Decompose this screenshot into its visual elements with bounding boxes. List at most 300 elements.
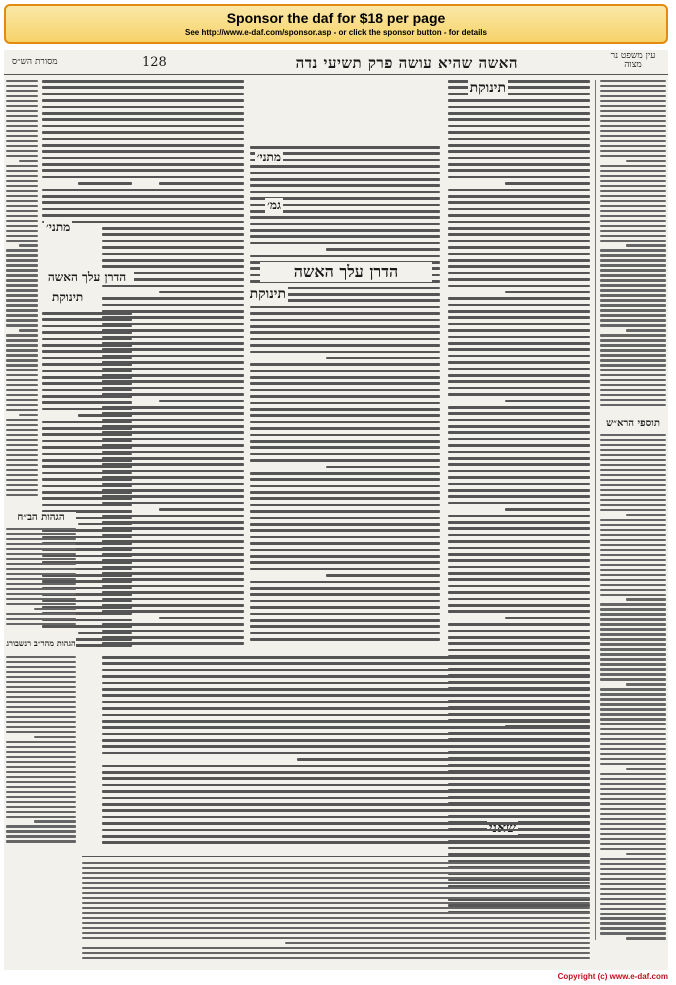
text-line bbox=[448, 355, 590, 358]
text-line bbox=[6, 791, 76, 793]
text-line bbox=[6, 593, 76, 595]
text-line bbox=[78, 182, 132, 185]
text-line bbox=[600, 589, 666, 591]
text-line bbox=[600, 843, 666, 845]
text-line bbox=[42, 350, 132, 353]
text-line bbox=[78, 523, 132, 526]
text-line bbox=[600, 917, 666, 919]
text-line bbox=[448, 387, 590, 390]
text-line bbox=[102, 240, 244, 243]
text-line bbox=[250, 376, 440, 379]
text-line bbox=[448, 342, 590, 345]
text-line bbox=[600, 569, 666, 571]
text-line bbox=[250, 459, 440, 462]
text-line bbox=[6, 125, 38, 127]
text-line bbox=[297, 758, 590, 761]
text-line bbox=[448, 195, 590, 198]
text-line bbox=[448, 348, 590, 351]
text-line bbox=[42, 433, 132, 436]
text-line bbox=[250, 517, 440, 520]
text-line bbox=[250, 216, 440, 219]
text-line bbox=[600, 489, 666, 491]
text-line bbox=[600, 708, 666, 710]
text-line bbox=[102, 784, 590, 787]
text-line bbox=[102, 233, 244, 236]
text-line bbox=[448, 610, 590, 613]
text-line bbox=[448, 419, 590, 422]
text-line bbox=[326, 357, 440, 360]
text-line bbox=[6, 613, 76, 615]
text-line bbox=[42, 157, 132, 160]
margin-divider-right bbox=[595, 80, 596, 940]
text-line bbox=[34, 608, 76, 610]
text-line bbox=[82, 917, 590, 919]
text-line bbox=[600, 344, 666, 346]
text-line bbox=[448, 125, 590, 128]
text-line bbox=[42, 331, 132, 334]
text-line bbox=[102, 694, 590, 697]
text-line bbox=[448, 566, 590, 569]
text-line bbox=[6, 155, 38, 157]
text-line bbox=[42, 99, 132, 102]
text-line bbox=[448, 393, 590, 396]
text-line bbox=[6, 419, 38, 421]
text-line bbox=[6, 623, 76, 625]
text-line bbox=[600, 205, 666, 207]
text-line bbox=[600, 728, 666, 730]
text-line bbox=[6, 170, 38, 172]
text-line bbox=[6, 583, 76, 585]
text-line bbox=[250, 485, 440, 488]
text-line bbox=[448, 527, 590, 530]
text-line bbox=[42, 176, 132, 179]
text-line bbox=[6, 573, 76, 575]
text-line bbox=[448, 374, 590, 377]
text-line bbox=[448, 233, 590, 236]
text-line bbox=[448, 636, 590, 639]
text-line bbox=[6, 835, 76, 837]
text-line bbox=[82, 892, 590, 894]
text-line bbox=[102, 765, 590, 768]
text-line bbox=[448, 578, 590, 581]
text-line bbox=[6, 354, 38, 356]
text-line bbox=[600, 334, 666, 336]
text-line bbox=[600, 364, 666, 366]
text-line bbox=[82, 872, 590, 874]
text-line bbox=[626, 329, 666, 331]
text-line bbox=[250, 587, 440, 590]
text-line bbox=[448, 278, 590, 281]
text-line bbox=[102, 682, 590, 685]
text-line bbox=[6, 389, 38, 391]
text-line bbox=[102, 720, 590, 723]
text-line bbox=[600, 110, 666, 112]
text-line bbox=[448, 483, 590, 486]
text-line bbox=[626, 683, 666, 685]
text-line bbox=[600, 833, 666, 835]
text-line bbox=[600, 299, 666, 301]
text-line bbox=[448, 438, 590, 441]
text-line bbox=[600, 763, 666, 765]
text-line bbox=[448, 642, 590, 645]
text-line bbox=[600, 519, 666, 521]
text-line bbox=[6, 469, 38, 471]
text-line bbox=[600, 748, 666, 750]
text-line bbox=[600, 349, 666, 351]
text-line bbox=[6, 618, 76, 620]
text-line bbox=[448, 598, 590, 601]
text-line bbox=[6, 484, 38, 486]
text-line bbox=[448, 157, 590, 160]
text-line bbox=[626, 160, 666, 162]
text-line bbox=[42, 363, 132, 366]
text-line bbox=[6, 751, 76, 753]
text-line bbox=[250, 408, 440, 411]
text-line bbox=[448, 521, 590, 524]
text-line bbox=[600, 90, 666, 92]
text-line bbox=[102, 714, 590, 717]
text-line bbox=[250, 606, 440, 609]
text-line bbox=[250, 440, 440, 443]
hagahos-habach-heading: הגהות הב״ח bbox=[6, 512, 76, 523]
text-line bbox=[600, 698, 666, 700]
text-line bbox=[102, 733, 590, 736]
text-line bbox=[448, 585, 590, 588]
text-line bbox=[34, 736, 76, 738]
text-line bbox=[6, 165, 38, 167]
text-line bbox=[600, 878, 666, 880]
text-line bbox=[448, 534, 590, 537]
text-line bbox=[600, 479, 666, 481]
text-line bbox=[448, 112, 590, 115]
text-line bbox=[6, 434, 38, 436]
text-line bbox=[6, 806, 76, 808]
text-line bbox=[448, 457, 590, 460]
text-line bbox=[102, 669, 590, 672]
text-line bbox=[6, 830, 76, 832]
text-line bbox=[6, 195, 38, 197]
text-line bbox=[6, 696, 76, 698]
text-line bbox=[42, 195, 132, 198]
text-line bbox=[250, 549, 440, 552]
text-line bbox=[6, 811, 76, 813]
text-line bbox=[6, 716, 76, 718]
text-line bbox=[6, 394, 38, 396]
text-line bbox=[448, 572, 590, 575]
text-line bbox=[448, 591, 590, 594]
text-line bbox=[600, 633, 666, 635]
text-line bbox=[6, 289, 38, 291]
text-line bbox=[42, 318, 132, 321]
text-line bbox=[102, 841, 590, 844]
text-line bbox=[42, 370, 132, 373]
text-line bbox=[600, 838, 666, 840]
text-line bbox=[250, 331, 440, 334]
text-line bbox=[6, 230, 38, 232]
text-line bbox=[600, 499, 666, 501]
text-line bbox=[42, 427, 132, 430]
page-header bbox=[4, 50, 668, 72]
gemara-heading: גמ׳ bbox=[267, 198, 281, 212]
text-line bbox=[102, 259, 244, 262]
text-line bbox=[6, 479, 38, 481]
text-line bbox=[600, 269, 666, 271]
text-line bbox=[159, 400, 244, 403]
text-line bbox=[82, 922, 590, 924]
text-line bbox=[626, 937, 666, 939]
text-line bbox=[600, 249, 666, 251]
text-line bbox=[42, 440, 132, 443]
text-line bbox=[600, 743, 666, 745]
text-line bbox=[600, 823, 666, 825]
text-line bbox=[250, 242, 440, 245]
text-line bbox=[6, 185, 38, 187]
text-line bbox=[6, 324, 38, 326]
text-line bbox=[6, 269, 38, 271]
text-line bbox=[250, 510, 440, 513]
text-line bbox=[600, 115, 666, 117]
text-line bbox=[600, 903, 666, 905]
text-line bbox=[6, 304, 38, 306]
text-line bbox=[6, 746, 76, 748]
text-line bbox=[6, 801, 76, 803]
tosfos-rosh-heading: תוספי הרא״ש bbox=[600, 418, 666, 429]
text-line bbox=[6, 349, 38, 351]
sponsor-subtitle[interactable]: See http://www.e-daf.com/sponsor.asp - or click the sponsor button - for details bbox=[185, 28, 487, 37]
text-line bbox=[600, 803, 666, 805]
text-line bbox=[448, 406, 590, 409]
text-line bbox=[19, 244, 38, 246]
text-line bbox=[6, 761, 76, 763]
text-line bbox=[600, 653, 666, 655]
text-line bbox=[42, 421, 132, 424]
text-line bbox=[600, 294, 666, 296]
text-line bbox=[42, 214, 132, 217]
text-line bbox=[448, 221, 590, 224]
text-line bbox=[6, 240, 38, 242]
text-line bbox=[6, 309, 38, 311]
text-line bbox=[6, 364, 38, 366]
text-line bbox=[250, 402, 440, 405]
text-line bbox=[448, 649, 590, 652]
text-line bbox=[6, 264, 38, 266]
text-line bbox=[626, 768, 666, 770]
text-line bbox=[159, 617, 244, 620]
text-line bbox=[42, 344, 132, 347]
text-line bbox=[6, 374, 38, 376]
text-line bbox=[6, 528, 76, 530]
text-line bbox=[42, 395, 132, 398]
text-line bbox=[42, 472, 132, 475]
text-line bbox=[82, 932, 590, 934]
gemara-column bbox=[250, 146, 440, 651]
text-line bbox=[250, 414, 440, 417]
bottom-rule bbox=[82, 856, 590, 857]
text-line bbox=[42, 201, 132, 204]
text-line bbox=[448, 163, 590, 166]
text-line bbox=[600, 554, 666, 556]
text-line bbox=[600, 678, 666, 680]
text-line bbox=[250, 472, 440, 475]
text-line bbox=[600, 913, 666, 915]
text-line bbox=[82, 947, 590, 949]
text-line bbox=[600, 150, 666, 152]
text-line bbox=[102, 265, 244, 268]
text-line bbox=[448, 336, 590, 339]
text-line bbox=[600, 404, 666, 406]
text-line bbox=[82, 902, 590, 904]
text-line bbox=[600, 688, 666, 690]
text-line bbox=[600, 230, 666, 232]
text-line bbox=[6, 706, 76, 708]
text-line bbox=[600, 494, 666, 496]
hadran-main-heading: הדרן עלך האשה bbox=[260, 262, 432, 282]
text-line bbox=[448, 553, 590, 556]
text-line bbox=[42, 150, 132, 153]
text-line bbox=[250, 593, 440, 596]
text-line bbox=[159, 291, 244, 294]
text-line bbox=[82, 877, 590, 879]
text-line bbox=[250, 600, 440, 603]
text-line bbox=[6, 95, 38, 97]
text-line bbox=[42, 401, 132, 404]
text-line bbox=[600, 818, 666, 820]
text-line bbox=[6, 578, 76, 580]
sponsor-banner[interactable] bbox=[4, 4, 668, 44]
text-line bbox=[82, 912, 590, 914]
text-line bbox=[102, 246, 244, 249]
text-line bbox=[448, 444, 590, 447]
text-line bbox=[6, 711, 76, 713]
text-line bbox=[448, 310, 590, 313]
text-line bbox=[6, 369, 38, 371]
text-line bbox=[102, 701, 590, 704]
ein-mishpat-label: עין משפט נר מצוה bbox=[610, 51, 656, 70]
copyright-notice[interactable]: Copyright (c) www.e-daf.com bbox=[557, 972, 668, 981]
text-line bbox=[250, 389, 440, 392]
page-title: האשה שהיא עושה פרק תשיעי נדה bbox=[295, 54, 518, 72]
text-line bbox=[6, 538, 76, 540]
text-line bbox=[42, 453, 132, 456]
matni-heading: מתני׳ bbox=[256, 150, 281, 164]
text-line bbox=[600, 574, 666, 576]
text-line bbox=[250, 235, 440, 238]
text-line bbox=[600, 125, 666, 127]
text-line bbox=[6, 110, 38, 112]
text-line bbox=[600, 175, 666, 177]
text-line bbox=[600, 225, 666, 227]
hagahos-hagra-column bbox=[6, 656, 76, 846]
ein-mishpat-column bbox=[600, 80, 666, 410]
text-line bbox=[159, 508, 244, 511]
text-line bbox=[6, 449, 38, 451]
text-line bbox=[250, 446, 440, 449]
text-line bbox=[600, 648, 666, 650]
text-line bbox=[250, 632, 440, 635]
text-line bbox=[42, 112, 132, 115]
text-line bbox=[600, 663, 666, 665]
text-line bbox=[6, 135, 38, 137]
text-line bbox=[250, 191, 440, 194]
text-line bbox=[102, 752, 590, 755]
text-line bbox=[600, 240, 666, 242]
text-line bbox=[6, 200, 38, 202]
text-line bbox=[600, 210, 666, 212]
text-line bbox=[19, 160, 38, 162]
hagahos-habach-column bbox=[6, 528, 76, 628]
text-line bbox=[6, 180, 38, 182]
text-line bbox=[6, 299, 38, 301]
text-line bbox=[448, 240, 590, 243]
text-line bbox=[600, 140, 666, 142]
text-line bbox=[42, 446, 132, 449]
text-line bbox=[600, 783, 666, 785]
text-line bbox=[102, 662, 590, 665]
text-line bbox=[600, 608, 666, 610]
text-line bbox=[6, 494, 38, 496]
text-line bbox=[6, 548, 76, 550]
text-line bbox=[600, 638, 666, 640]
text-line bbox=[250, 255, 440, 258]
text-line bbox=[42, 465, 132, 468]
text-line bbox=[448, 623, 590, 626]
text-line bbox=[600, 195, 666, 197]
text-line bbox=[42, 504, 132, 507]
text-line bbox=[600, 773, 666, 775]
text-line bbox=[34, 820, 76, 822]
text-line bbox=[250, 351, 440, 354]
text-line bbox=[600, 529, 666, 531]
text-line bbox=[600, 284, 666, 286]
text-line bbox=[102, 771, 590, 774]
text-line bbox=[6, 439, 38, 441]
text-line bbox=[250, 568, 440, 571]
text-line bbox=[6, 409, 38, 411]
text-line bbox=[600, 289, 666, 291]
text-line bbox=[250, 229, 440, 232]
text-line bbox=[505, 508, 590, 511]
text-line bbox=[448, 138, 590, 141]
page-number: 128 bbox=[142, 55, 167, 70]
text-line bbox=[6, 359, 38, 361]
text-line bbox=[448, 189, 590, 192]
text-line bbox=[42, 338, 132, 341]
text-line bbox=[250, 178, 440, 181]
text-line bbox=[600, 893, 666, 895]
text-line bbox=[6, 294, 38, 296]
text-line bbox=[250, 478, 440, 481]
text-line bbox=[448, 259, 590, 262]
text-line bbox=[6, 429, 38, 431]
text-line bbox=[82, 867, 590, 869]
text-line bbox=[600, 544, 666, 546]
text-line bbox=[600, 549, 666, 551]
text-line bbox=[448, 547, 590, 550]
text-line bbox=[19, 329, 38, 331]
text-line bbox=[600, 753, 666, 755]
text-line bbox=[448, 253, 590, 256]
text-line bbox=[102, 835, 590, 838]
text-line bbox=[250, 536, 440, 539]
text-line bbox=[448, 470, 590, 473]
text-line bbox=[250, 523, 440, 526]
text-line bbox=[448, 272, 590, 275]
text-line bbox=[102, 829, 590, 832]
talmud-page bbox=[4, 50, 668, 970]
text-line bbox=[42, 208, 132, 211]
text-line bbox=[448, 118, 590, 121]
text-line bbox=[102, 726, 590, 729]
